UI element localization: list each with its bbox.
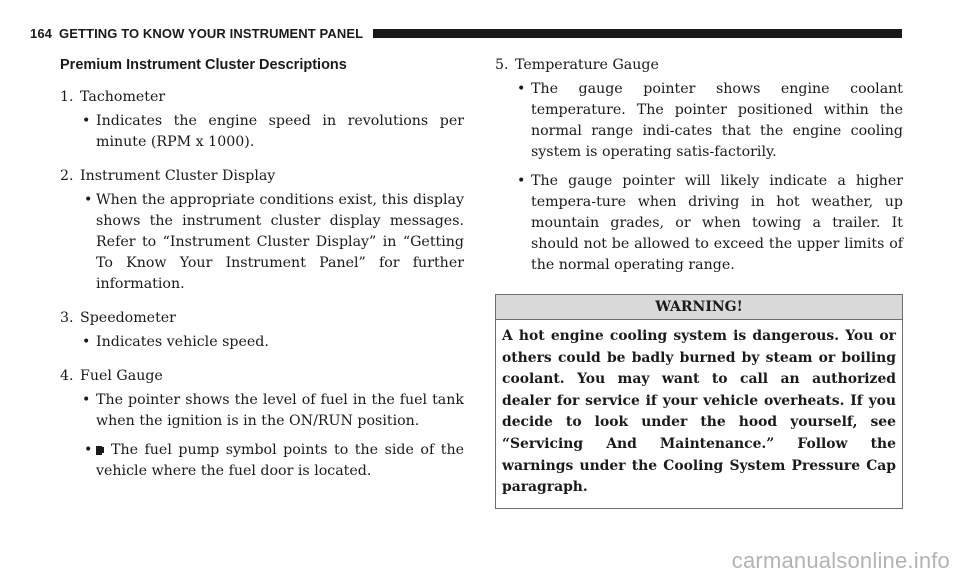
- bullet-fuel-pump: [75, 440, 464, 482]
- item-temperature-gauge: [495, 55, 903, 276]
- bullet-text: The fuel pump symbol points to the side of the vehicle where the fuel door is located.: [96, 442, 464, 479]
- item-title: Speedometer: [80, 310, 176, 326]
- bullet-text: • The gauge pointer shows engine coolant temperature. The pointer positioned within the normal range indi-cates that the engine cooling system is operating satis-factorily.: [510, 79, 903, 163]
- section-title: GETTING TO KNOW YOUR INSTRUMENT PANEL: [59, 25, 364, 41]
- warning-box: [495, 294, 903, 509]
- bullet-text: • The gauge pointer will likely indicate a higher tempera-ture when driving in hot weather, up mountain grades, or when towing a trailer. It should not be allowed to exceed the upper limits of the normal operating range.: [510, 171, 903, 276]
- bullet-text: • The pointer shows the level of fuel in the fuel tank when the ignition is in the ON/RUN position.: [75, 390, 464, 432]
- item-title: Instrument Cluster Display: [80, 168, 276, 184]
- page-number: 164: [30, 25, 52, 41]
- item-tachometer: [60, 87, 464, 153]
- item-number: 4.: [60, 368, 74, 384]
- warning-text: A hot engine cooling system is dangerous. You or others could be badly burned by steam or boiling coolant. You may want to call an authorized dealer for service if your vehicle overheats. If you decide to look under the hood yourself, see “Servicing And Maintenance.” Follow the warnings under the Cooling System Pressure Cap paragraph.: [502, 328, 896, 496]
- item-title: Fuel Gauge: [80, 368, 163, 384]
- fuel-pump-icon: [96, 445, 105, 455]
- page-header: [30, 22, 902, 44]
- warning-title: WARNING!: [496, 295, 902, 320]
- cluster-heading: Premium Instrument Cluster Descriptions: [60, 57, 347, 73]
- item-title: Tachometer: [80, 89, 166, 105]
- item-number: 1.: [60, 89, 74, 105]
- left-column: [60, 55, 464, 495]
- item-fuel-gauge: [60, 366, 464, 482]
- bullet-text: • When the appropriate conditions exist, this display shows the instrument cluster display messages. Refer to “Instrument Cluster Display” in “Getting To Know Your Instrument Panel” for further information.: [75, 190, 464, 295]
- right-column: [495, 55, 903, 509]
- item-number: 3.: [60, 310, 74, 326]
- bullet-text: • Indicates the engine speed in revolutions per minute (RPM x 1000).: [75, 111, 464, 153]
- header-rule: [373, 29, 902, 38]
- bullet-text: • Indicates vehicle speed.: [75, 332, 464, 353]
- item-number: 2.: [60, 168, 74, 184]
- item-cluster-display: [60, 166, 464, 295]
- item-number: 5.: [495, 57, 509, 73]
- item-title: Temperature Gauge: [515, 57, 659, 73]
- item-speedometer: [60, 308, 464, 353]
- watermark: carmanualsonline.info: [731, 548, 950, 573]
